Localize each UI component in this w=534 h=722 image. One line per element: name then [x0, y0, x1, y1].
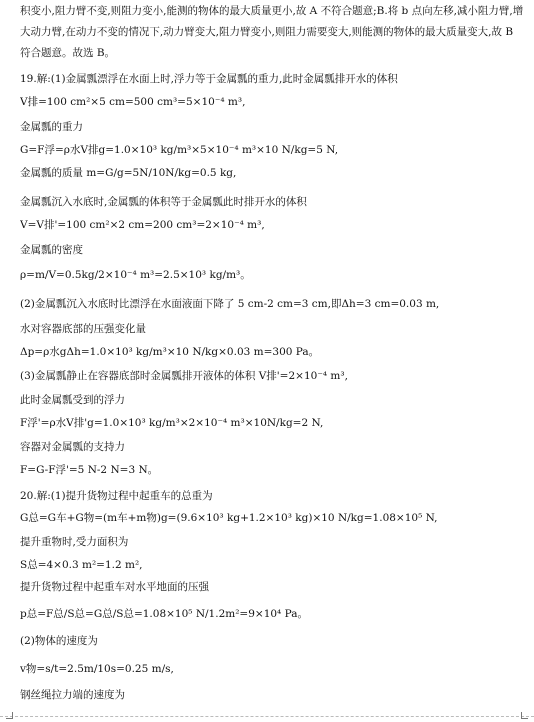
formula-line: G=F浮=ρ水V排g=1.0×10³ kg/m³×5×10⁻⁴ m³×10 N/kg=5 N,	[20, 144, 339, 156]
text-line: (3)金属瓢静止在容器底部时金属瓢排开液体的体积 V排'=2×10⁻⁴ m³,	[20, 370, 348, 382]
text-line: 符合题意。故选 B。	[20, 47, 116, 59]
text-line: 金属瓢沉入水底时,金属瓢的体积等于金属瓢此时排开水的体积	[20, 196, 307, 208]
formula-line: F浮'=ρ水V排'g=1.0×10³ kg/m³×2×10⁻⁴ m³×10N/kg=2 N,	[20, 417, 324, 429]
formula-line: v物=s/t=2.5m/10s=0.25 m/s,	[20, 663, 174, 675]
crop-mark-right	[521, 712, 528, 719]
text-line: 此时金属瓢受到的浮力	[20, 394, 125, 406]
text-line: 金属瓢的重力	[20, 121, 83, 133]
text-line: 钢丝绳拉力端的速度为	[20, 689, 125, 701]
formula-line: p总=F总/S总=G总/S总=1.08×10⁵ N/1.2m²=9×10⁴ Pa。	[20, 608, 308, 620]
text-line: 积变小,阻力臂不变,则阻力变小,能测的物体的最大质量更小,故 A 不符合题意;B.将 b 点向左移,减小阻力臂,增	[20, 5, 524, 17]
formula-line: 金属瓢的质量 m=G/g=5N/10N/kg=0.5 kg,	[20, 167, 237, 179]
text-line: 水对容器底部的压强变化量	[20, 323, 146, 335]
text-line: 提升重物时,受力面积为	[20, 536, 129, 548]
text-line: (2)物体的速度为	[20, 635, 98, 647]
formula-line: V=V排'=100 cm²×2 cm=200 cm³=2×10⁻⁴ m³,	[20, 219, 265, 231]
text-line: 金属瓢的密度	[20, 244, 83, 256]
formula-line: S总=4×0.3 m²=1.2 m²,	[20, 559, 143, 571]
formula-line: Δp=ρ水gΔh=1.0×10³ kg/m³×10 N/kg×0.03 m=300 Pa。	[20, 346, 320, 358]
page-bottom-divider	[0, 716, 534, 717]
formula-line: F=G-F浮'=5 N-2 N=3 N。	[20, 464, 159, 476]
text-line: 大动力臂,在动力不变的情况下,动力臂变大,阻力臂变小,则阻力需要变大,则能测的物体的最大质量变大,故 B	[20, 26, 514, 38]
problem-20-heading: 20.解:(1)提升货物过程中起重车的总重为	[20, 490, 213, 502]
problem-19-heading: 19.解:(1)金属瓢漂浮在水面上时,浮力等于金属瓢的重力,此时金属瓢排开水的体积	[20, 73, 398, 85]
text-line: (2)金属瓢沉入水底时比漂浮在水面液面下降了 5 cm-2 cm=3 cm,即Δh=3 cm=0.03 m,	[20, 298, 440, 310]
crop-mark-left	[6, 712, 13, 719]
formula-line: ρ=m/V=0.5kg/2×10⁻⁴ m³=2.5×10³ kg/m³。	[20, 269, 251, 281]
formula-line: G总=G车+G物=(m车+m物)g=(9.6×10³ kg+1.2×10³ kg)×10 N/kg=1.08×10⁵ N,	[20, 512, 438, 524]
text-line: 容器对金属瓢的支持力	[20, 441, 125, 453]
text-line: 提升货物过程中起重车对水平地面的压强	[20, 581, 209, 593]
formula-line: V排=100 cm²×5 cm=500 cm³=5×10⁻⁴ m³,	[20, 96, 246, 108]
